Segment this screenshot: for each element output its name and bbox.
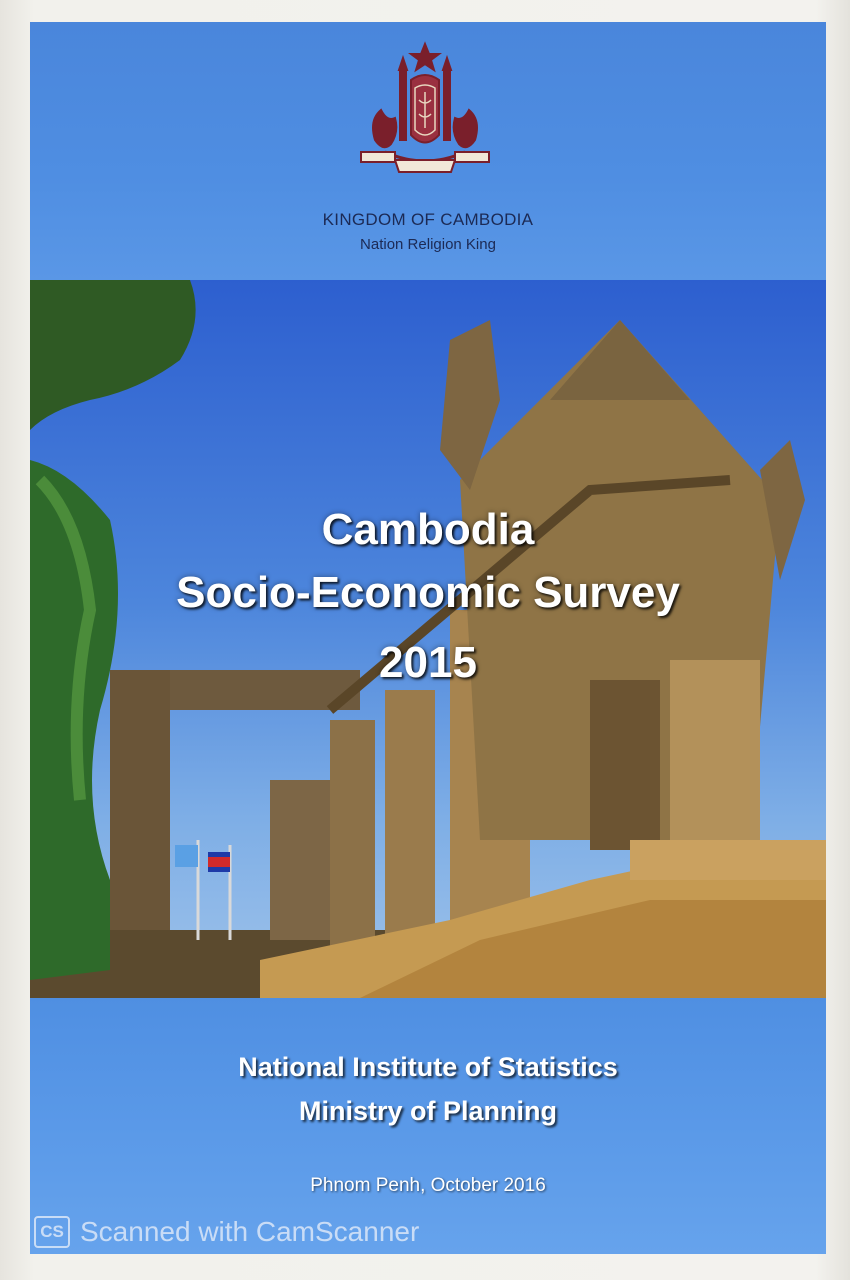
- place-and-date: Phnom Penh, October 2016: [310, 1175, 546, 1196]
- publisher-ministry: Ministry of Planning: [298, 1096, 557, 1126]
- cambodia-flag: [208, 852, 230, 872]
- report-title-line2: Socio-Economic Survey: [176, 568, 680, 617]
- un-flag: [175, 845, 198, 867]
- report-cover: [30, 22, 826, 1254]
- royal-coat-of-arms-emblem: [355, 40, 495, 190]
- camscanner-watermark: [34, 1212, 419, 1252]
- kingdom-name: KINGDOM OF CAMBODIA: [322, 210, 534, 229]
- camscanner-icon: CS: [34, 1216, 70, 1248]
- report-title-year: 2015: [379, 638, 477, 687]
- camscanner-text: Scanned with CamScanner: [80, 1216, 420, 1247]
- publisher-institute: National Institute of Statistics: [238, 1052, 618, 1082]
- national-motto: Nation Religion King: [360, 236, 496, 253]
- cover-photo-temple: [30, 280, 826, 998]
- header-band: [30, 22, 826, 280]
- report-title-line1: Cambodia: [321, 505, 535, 554]
